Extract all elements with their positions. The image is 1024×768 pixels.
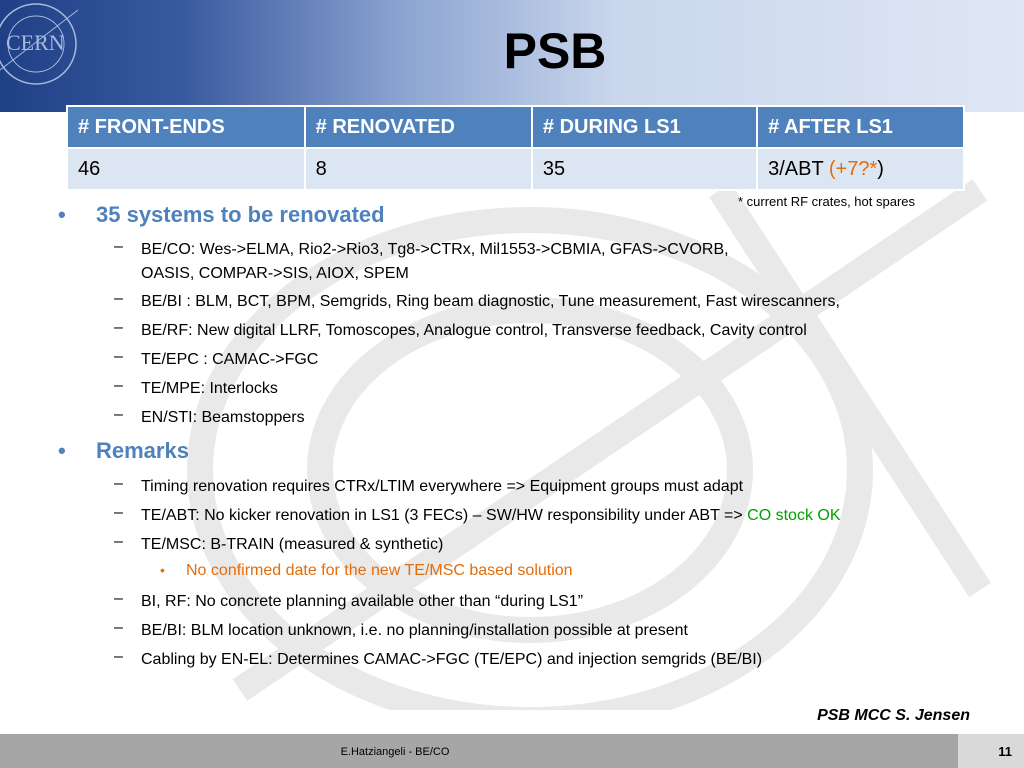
table-footnote: * current RF crates, hot spares xyxy=(738,194,916,209)
page-number: 11 xyxy=(998,744,1012,759)
cell-during-ls1: 35 xyxy=(532,148,757,190)
list-item-text: TE/MPE: Interlocks xyxy=(141,380,278,397)
cell-renovated: 8 xyxy=(305,148,532,190)
footer-author: E.Hatziangeli - BE/CO xyxy=(340,746,450,758)
header-front-ends: # FRONT-ENDS xyxy=(67,106,305,148)
section-heading: Remarks xyxy=(96,438,189,463)
co-stock-status: CO stock OK xyxy=(747,507,841,524)
page-number-box xyxy=(958,734,1024,768)
list-item-text: TE/MSC: B-TRAIN (measured & synthetic) xyxy=(141,536,444,553)
header-during-ls1: # DURING LS1 xyxy=(532,106,757,148)
dash-icon: – xyxy=(114,406,123,423)
remark-abt-text: TE/ABT: No kicker renovation in LS1 (3 FECs) – SW/HW responsibility under ABT => xyxy=(141,507,748,524)
page-title: PSB xyxy=(503,23,607,79)
list-item-text: BE/RF: New digital LLRF, Tomoscopes, Analogue control, Transverse feedback, Cavity control xyxy=(141,322,807,339)
list-item-text xyxy=(141,504,841,528)
dash-icon: – xyxy=(114,348,123,365)
dash-icon: – xyxy=(114,504,123,521)
dash-icon: – xyxy=(114,290,123,307)
dash-icon: – xyxy=(114,619,123,636)
list-item-text: BE/CO: Wes->ELMA, Rio2->Rio3, Tg8->CTRx, Mil1553->CBMIA, GFAS->CVORB, xyxy=(141,241,729,258)
list-item-text: No confirmed date for the new TE/MSC based solution xyxy=(186,562,573,579)
footer-bar xyxy=(0,734,1024,768)
dash-icon: – xyxy=(114,319,123,336)
list-item-text: Timing renovation requires CTRx/LTIM everywhere => Equipment groups must adapt xyxy=(141,478,744,495)
dash-icon: – xyxy=(114,238,123,255)
svg-text:CERN: CERN xyxy=(6,30,65,55)
dash-icon: – xyxy=(114,475,123,492)
dash-icon: – xyxy=(114,648,123,665)
after-ls1-close: ) xyxy=(877,157,884,180)
dash-icon: – xyxy=(114,533,123,550)
list-item-text: Cabling by EN-EL: Determines CAMAC->FGC (TE/EPC) and injection semgrids (BE/BI) xyxy=(141,651,763,668)
signature: PSB MCC S. Jensen xyxy=(817,707,970,724)
after-ls1-value: 3/ABT xyxy=(768,157,829,180)
section-heading: 35 systems to be renovated xyxy=(96,202,385,227)
list-item-text: BE/BI : BLM, BCT, BPM, Semgrids, Ring beam diagnostic, Tune measurement, Fast wirescanners, xyxy=(141,293,840,310)
bullet-icon: • xyxy=(58,438,66,463)
list-item-text: BE/BI: BLM location unknown, i.e. no planning/installation possible at present xyxy=(141,622,688,639)
header-after-ls1: # AFTER LS1 xyxy=(757,106,964,148)
header-renovated: # RENOVATED xyxy=(305,106,532,148)
dash-icon: – xyxy=(114,377,123,394)
bullet-icon: • xyxy=(160,562,165,578)
list-item-text: TE/EPC : CAMAC->FGC xyxy=(141,351,319,368)
list-item-text: EN/STI: Beamstoppers xyxy=(141,409,305,426)
dash-icon: – xyxy=(114,590,123,607)
cell-front-ends: 46 xyxy=(67,148,305,190)
after-ls1-extra: (+7?* xyxy=(828,157,878,180)
bullet-icon: • xyxy=(58,202,66,227)
list-item-text: OASIS, COMPAR->SIS, AIOX, SPEM xyxy=(141,265,409,282)
list-item-text: BI, RF: No concrete planning available other than “during LS1” xyxy=(141,593,584,610)
